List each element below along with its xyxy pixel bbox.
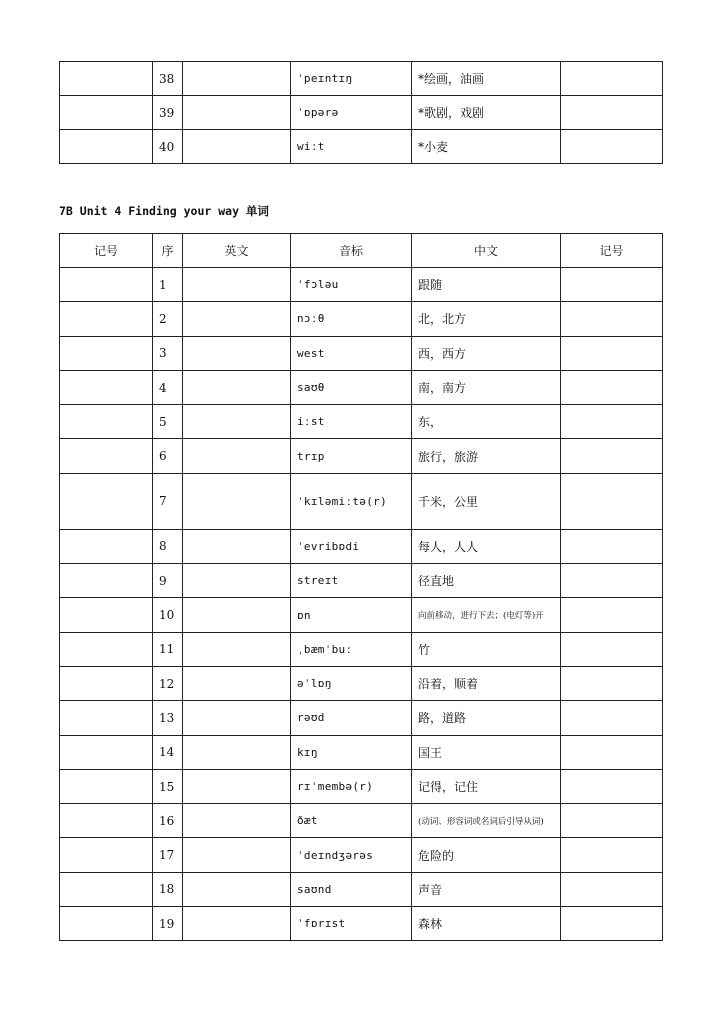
seq-cell: 4 (153, 370, 183, 404)
chinese-cell: 森林 (412, 907, 561, 941)
table-row (60, 473, 663, 529)
mark-cell (60, 473, 153, 529)
header-english: 英文 (183, 234, 291, 268)
table-row (60, 529, 663, 563)
table-row (60, 735, 663, 769)
header-chinese: 中文 (412, 234, 561, 268)
phonetic-cell: ˈevribɒdi (291, 529, 412, 563)
chinese-cell: 危险的 (412, 838, 561, 872)
table-header (60, 234, 663, 268)
mark-cell-2 (561, 370, 663, 404)
table-row (60, 302, 663, 336)
chinese-cell: 径直地 (412, 564, 561, 598)
mark-cell (60, 370, 153, 404)
phonetic-cell: ˈfɒrɪst (291, 907, 412, 941)
mark-cell-2 (561, 529, 663, 563)
seq-cell: 1 (153, 268, 183, 302)
continued-vocab-body (60, 62, 663, 164)
mark-cell-2 (561, 666, 663, 700)
chinese-cell: 西，西方 (412, 336, 561, 370)
chinese-cell: 旅行，旅游 (412, 439, 561, 473)
english-cell (183, 473, 291, 529)
mark-cell-2 (561, 302, 663, 336)
chinese-cell: *绘画，油画 (412, 62, 561, 96)
mark-cell (60, 701, 153, 735)
chinese-cell: 向前移动，进行下去；(电灯等)开 (412, 598, 561, 632)
mark-cell-2 (561, 405, 663, 439)
english-cell (183, 268, 291, 302)
mark-cell (60, 96, 153, 130)
unit4-vocab-body (60, 268, 663, 941)
seq-cell: 39 (153, 96, 183, 130)
table-row (60, 701, 663, 735)
english-cell (183, 96, 291, 130)
table-row (60, 632, 663, 666)
english-cell (183, 529, 291, 563)
mark-cell (60, 872, 153, 906)
phonetic-cell: wiːt (291, 130, 412, 164)
mark-cell (60, 439, 153, 473)
english-cell (183, 370, 291, 404)
seq-cell: 3 (153, 336, 183, 370)
chinese-cell: (动词、形容词或名词后引导从词) (412, 804, 561, 838)
seq-cell: 2 (153, 302, 183, 336)
english-cell (183, 872, 291, 906)
english-cell (183, 336, 291, 370)
phonetic-cell: əˈlɒŋ (291, 666, 412, 700)
chinese-cell: 沿着，顺着 (412, 666, 561, 700)
seq-cell: 40 (153, 130, 183, 164)
chinese-cell: 跟随 (412, 268, 561, 302)
mark-cell-2 (561, 632, 663, 666)
unit4-vocab-table (59, 233, 663, 941)
header-phonetic: 音标 (291, 234, 412, 268)
seq-cell: 13 (153, 701, 183, 735)
table-row (60, 666, 663, 700)
english-cell (183, 130, 291, 164)
chinese-cell: 国王 (412, 735, 561, 769)
header-row (60, 234, 663, 268)
mark-cell (60, 62, 153, 96)
mark-cell-2 (561, 838, 663, 872)
phonetic-cell: ˌbæmˈbuː (291, 632, 412, 666)
phonetic-cell: trɪp (291, 439, 412, 473)
mark-cell-2 (561, 96, 663, 130)
mark-cell-2 (561, 268, 663, 302)
english-cell (183, 439, 291, 473)
english-cell (183, 632, 291, 666)
header-mark: 记号 (60, 234, 153, 268)
phonetic-cell: iːst (291, 405, 412, 439)
mark-cell-2 (561, 564, 663, 598)
english-cell (183, 838, 291, 872)
phonetic-cell: rɪˈmembə(r) (291, 769, 412, 803)
seq-cell: 9 (153, 564, 183, 598)
table-row (60, 907, 663, 941)
seq-cell: 6 (153, 439, 183, 473)
mark-cell (60, 907, 153, 941)
english-cell (183, 701, 291, 735)
table-row (60, 838, 663, 872)
table-row (60, 564, 663, 598)
table-row (60, 96, 663, 130)
mark-cell (60, 405, 153, 439)
chinese-cell: 声音 (412, 872, 561, 906)
phonetic-cell: rəʊd (291, 701, 412, 735)
table-row (60, 439, 663, 473)
phonetic-cell: streɪt (291, 564, 412, 598)
table-row (60, 268, 663, 302)
mark-cell-2 (561, 598, 663, 632)
mark-cell-2 (561, 804, 663, 838)
mark-cell-2 (561, 769, 663, 803)
seq-cell: 17 (153, 838, 183, 872)
seq-cell: 11 (153, 632, 183, 666)
english-cell (183, 302, 291, 336)
seq-cell: 15 (153, 769, 183, 803)
mark-cell-2 (561, 473, 663, 529)
mark-cell (60, 130, 153, 164)
table-row (60, 872, 663, 906)
seq-cell: 12 (153, 666, 183, 700)
mark-cell (60, 804, 153, 838)
mark-cell-2 (561, 907, 663, 941)
header-mark-2: 记号 (561, 234, 663, 268)
chinese-cell: 竹 (412, 632, 561, 666)
phonetic-cell: ˈkɪləmiːtə(r) (291, 473, 412, 529)
english-cell (183, 666, 291, 700)
seq-cell: 5 (153, 405, 183, 439)
phonetic-cell: saʊθ (291, 370, 412, 404)
mark-cell (60, 666, 153, 700)
seq-cell: 14 (153, 735, 183, 769)
chinese-cell: 每人，人人 (412, 529, 561, 563)
seq-cell: 18 (153, 872, 183, 906)
mark-cell-2 (561, 735, 663, 769)
english-cell (183, 769, 291, 803)
mark-cell (60, 336, 153, 370)
header-seq: 序 (153, 234, 183, 268)
table-row (60, 405, 663, 439)
phonetic-cell: ˈpeɪntɪŋ (291, 62, 412, 96)
mark-cell-2 (561, 62, 663, 96)
mark-cell (60, 735, 153, 769)
english-cell (183, 564, 291, 598)
chinese-cell: 路，道路 (412, 701, 561, 735)
seq-cell: 7 (153, 473, 183, 529)
seq-cell: 10 (153, 598, 183, 632)
phonetic-cell: ˈɒpərə (291, 96, 412, 130)
mark-cell (60, 268, 153, 302)
mark-cell (60, 529, 153, 563)
english-cell (183, 598, 291, 632)
phonetic-cell: ˈdeɪndʒərəs (291, 838, 412, 872)
chinese-cell: *小麦 (412, 130, 561, 164)
table-row (60, 336, 663, 370)
chinese-cell: 千米，公里 (412, 473, 561, 529)
chinese-cell: 记得，记住 (412, 769, 561, 803)
table-row (60, 598, 663, 632)
english-cell (183, 735, 291, 769)
mark-cell (60, 838, 153, 872)
seq-cell: 16 (153, 804, 183, 838)
mark-cell-2 (561, 439, 663, 473)
mark-cell-2 (561, 336, 663, 370)
seq-cell: 38 (153, 62, 183, 96)
mark-cell-2 (561, 872, 663, 906)
phonetic-cell: saʊnd (291, 872, 412, 906)
seq-cell: 8 (153, 529, 183, 563)
mark-cell (60, 598, 153, 632)
phonetic-cell: ˈfɔləu (291, 268, 412, 302)
seq-cell: 19 (153, 907, 183, 941)
phonetic-cell: ðæt (291, 804, 412, 838)
mark-cell (60, 302, 153, 336)
continued-vocab-table (59, 61, 663, 164)
table-row (60, 130, 663, 164)
mark-cell (60, 632, 153, 666)
mark-cell (60, 769, 153, 803)
mark-cell-2 (561, 701, 663, 735)
chinese-cell: 北，北方 (412, 302, 561, 336)
phonetic-cell: nɔːθ (291, 302, 412, 336)
table-row (60, 62, 663, 96)
chinese-cell: *歌剧，戏剧 (412, 96, 561, 130)
chinese-cell: 东， (412, 405, 561, 439)
english-cell (183, 62, 291, 96)
chinese-cell: 南，南方 (412, 370, 561, 404)
table-row (60, 769, 663, 803)
phonetic-cell: kɪŋ (291, 735, 412, 769)
table-row (60, 370, 663, 404)
english-cell (183, 907, 291, 941)
phonetic-cell: ɒn (291, 598, 412, 632)
section-title: 7B Unit 4 Finding your way 单词 (59, 204, 269, 218)
table-row (60, 804, 663, 838)
phonetic-cell: west (291, 336, 412, 370)
mark-cell (60, 564, 153, 598)
english-cell (183, 405, 291, 439)
mark-cell-2 (561, 130, 663, 164)
english-cell (183, 804, 291, 838)
